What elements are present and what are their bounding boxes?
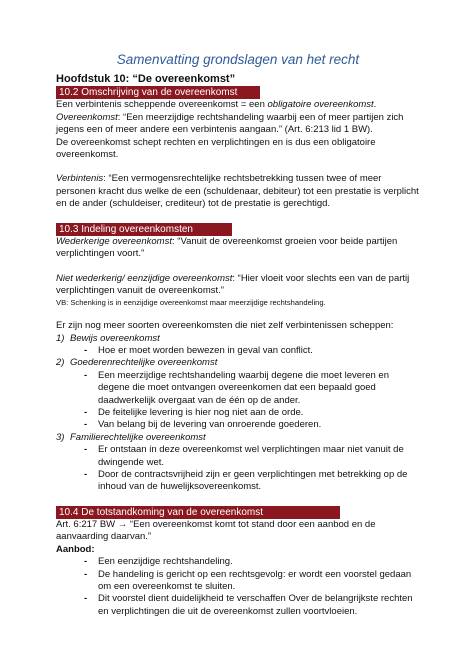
definition-wederkerig: Wederkerige overeenkomst: “Vanuit de overeenkomst groeien voor beide partijen verplichtingen voort.” <box>56 236 398 260</box>
example-note: VB: Schenking is in eenzijdige overeenkomst maar meerzijdige rechtshandeling. <box>56 297 326 307</box>
dash-bullet-icon: - <box>84 593 88 605</box>
section-heading-10-2: 10.2 Omschrijving van de overeenkomst <box>56 86 260 99</box>
subheading-aanbod: Aanbod: <box>56 543 95 555</box>
list-item: - De feitelijke levering is hier nog niet aan de orde. <box>84 407 304 419</box>
dash-bullet-icon: - <box>84 568 88 580</box>
numbered-list <box>56 333 420 494</box>
list-item: - Een eenzijdige rechtshandeling. <box>84 556 233 568</box>
list-item: - Hoe er moet worden bewezen in geval van conflict. <box>84 345 313 356</box>
dash-bullet-icon: - <box>84 419 88 431</box>
definition-overeenkomst: Overeenkomst: “Een meerzijdige rechtshandeling waarbij een of meer partijen zich jegens een of meer andere een verbintenis aangaan.” (Art. 6:213 lid 1 BW). <box>56 111 404 136</box>
definition-verbintenis: Verbintenis: “Een vermogensrechtelijke rechtsbetrekking tussen twee of meer personen kracht dus welke de een (schuldenaar, debiteur) tot een prestatie is verplicht en de ander (schuldeiser, crediteur) tot de prestatie is gerechtigd. <box>56 173 419 210</box>
bullet-list <box>56 345 420 357</box>
dash-bullet-icon: - <box>84 345 88 356</box>
chapter-heading: Hoofdstuk 10: “De overeenkomst” <box>56 73 236 85</box>
list-item: - Door de contractsvrijheid zijn er geen verplichtingen met betrekking op de inhoud van de huwelijksovereenkomst. <box>84 469 408 493</box>
section-heading-10-3: 10.3 Indeling overeenkomsten <box>56 223 232 236</box>
bullet-list <box>56 370 420 432</box>
bullet-list <box>56 556 420 618</box>
dash-bullet-icon: - <box>84 369 88 381</box>
section-heading-10-4: 10.4 De totstandkoming van de overeenkomst <box>56 506 340 519</box>
paragraph: De overeenkomst schept rechten en verplichtingen en is dus een obligatoire overeenkomst. <box>56 136 376 161</box>
article-quote: Art. 6:217 BW → “Een overeenkomst komt tot stand door een aanbod en de aanvaarding daarvan.” <box>56 518 376 543</box>
list-item: - Er ontstaan in deze overeenkomst wel verplichtingen maar niet vanuit de dwingende wet. <box>84 444 404 468</box>
document-title: Samenvatting grondslagen van het recht <box>116 52 360 67</box>
list-item: - Een meerzijdige rechtshandeling waarbij degene die moet leveren en degene die moet ontvangen overeenkomen dat een bepaald goed daadwerkelijk overgaat van de één op de ander. <box>84 369 389 406</box>
paragraph: Een verbintenis scheppende overeenkomst = een obligatoire overeenkomst. <box>56 99 377 111</box>
definition-niet-wederkerig: Niet wederkerig/ eenzijdige overeenkomst: “Hier vloeit voor slechts een van de partij verplichtingen vanuit de overeenkomst.” <box>56 272 410 297</box>
dash-bullet-icon: - <box>84 469 88 481</box>
bullet-list <box>56 444 420 494</box>
paragraph: Er zijn nog meer soorten overeenkomsten die niet zelf verbintenissen scheppen: <box>56 320 394 332</box>
list-item: - De handeling is gericht op een rechtsgevolg: er wordt een voorstel gedaan om een overeenkomst te sluiten. <box>84 568 412 592</box>
list-item: 3) Familierechtelijke overeenkomst <box>56 431 206 443</box>
dash-bullet-icon: - <box>84 556 88 568</box>
dash-bullet-icon: - <box>84 444 88 456</box>
list-item: - Dit voorstel dient duidelijkheid te verschaffen Over de belangrijkste rechten en verplichtingen die uit de overeenkomst zullen voortvloeien. <box>84 593 413 617</box>
dash-bullet-icon: - <box>84 407 88 419</box>
list-item: 2) Goederenrechtelijke overeenkomst <box>56 357 218 369</box>
list-item: 1) Bewijs overeenkomst <box>56 332 160 344</box>
list-item: - Van belang bij de levering van onroerende goederen. <box>84 419 322 431</box>
